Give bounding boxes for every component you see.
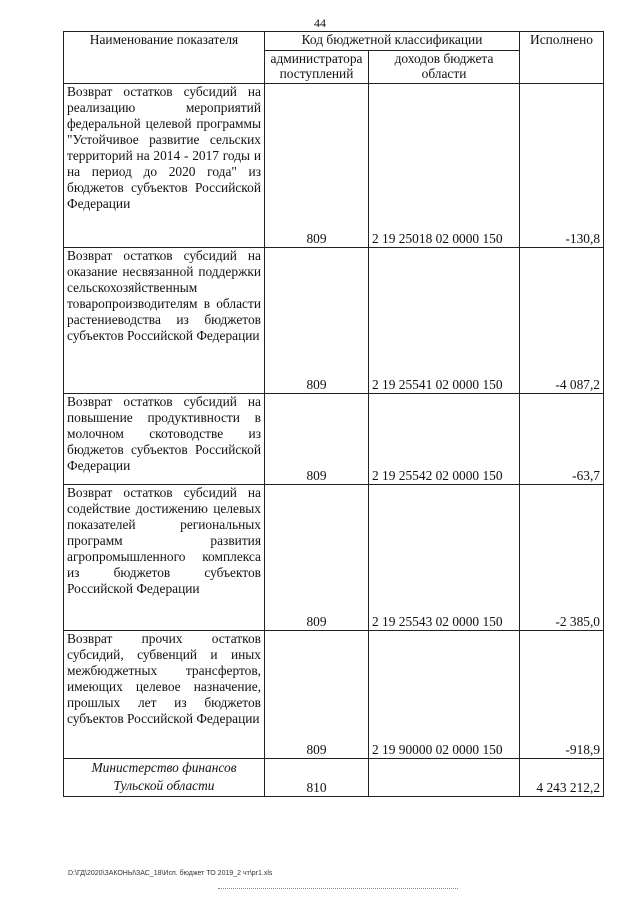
header-administrator: администратора поступлений <box>265 51 369 84</box>
income-code <box>369 759 520 797</box>
executed-amount: 4 243 212,2 <box>520 759 604 797</box>
administrator-code: 809 <box>265 631 369 759</box>
budget-execution-table <box>63 31 604 797</box>
administrator-code: 809 <box>265 248 369 394</box>
table-row <box>64 485 604 631</box>
income-code: 2 19 25541 02 0000 150 <box>369 248 520 394</box>
footer-file-path: D:\ГД\2020\ЗАКОНЫ\ЗАС_18\Исп. бюджет ТО 2019_2 чт\pr1.xls <box>68 870 273 877</box>
administrator-code: 809 <box>265 394 369 485</box>
income-code: 2 19 25018 02 0000 150 <box>369 84 520 248</box>
executed-amount: -918,9 <box>520 631 604 759</box>
indicator-name: Возврат остатков субсидий на содействие достижению целевых показателей региональных программ развития агропромышленного комплекса из бюджетов субъектов Российской Федерации <box>64 485 265 631</box>
header-income-code: доходов бюджета области <box>369 51 520 84</box>
executed-amount: -130,8 <box>520 84 604 248</box>
indicator-name: Возврат остатков субсидий на повышение продуктивности в молочном скотоводстве из бюджетов субъектов Российской Федерации <box>64 394 265 485</box>
income-code: 2 19 25543 02 0000 150 <box>369 485 520 631</box>
table-row <box>64 631 604 759</box>
executed-amount: -63,7 <box>520 394 604 485</box>
table-row <box>64 84 604 248</box>
header-classification-code: Код бюджетной классификации <box>265 32 520 51</box>
income-code: 2 19 90000 02 0000 150 <box>369 631 520 759</box>
indicator-name: Возврат остатков субсидий на реализацию мероприятий федеральной целевой программы "Устойчивое развитие сельских территорий на 2014 - 2017 годы и на период до 2020 года" из бюджетов субъектов Российской Федерации <box>64 84 265 248</box>
executed-amount: -4 087,2 <box>520 248 604 394</box>
administrator-code: 809 <box>265 84 369 248</box>
indicator-name: Возврат прочих остатков субсидий, субвенций и иных межбюджетных трансфертов, имеющих целевое назначение, прошлых лет из бюджетов субъектов Российской Федерации <box>64 631 265 759</box>
ministry-row <box>64 759 604 797</box>
administrator-code: 810 <box>265 759 369 797</box>
table-row <box>64 394 604 485</box>
executed-amount: -2 385,0 <box>520 485 604 631</box>
table-row <box>64 248 604 394</box>
header-executed: Исполнено <box>520 32 604 84</box>
page-number: 44 <box>314 16 326 30</box>
header-indicator-name: Наименование показателя <box>64 32 265 84</box>
indicator-name: Возврат остатков субсидий на оказание несвязанной поддержки сельскохозяйственным товаропроизводителям в области растениеводства из бюджетов субъектов Российской Федерации <box>64 248 265 394</box>
administrator-code: 809 <box>265 485 369 631</box>
ministry-name: Министерство финансов Тульской области <box>64 759 265 797</box>
income-code: 2 19 25542 02 0000 150 <box>369 394 520 485</box>
footer-divider <box>218 888 458 889</box>
